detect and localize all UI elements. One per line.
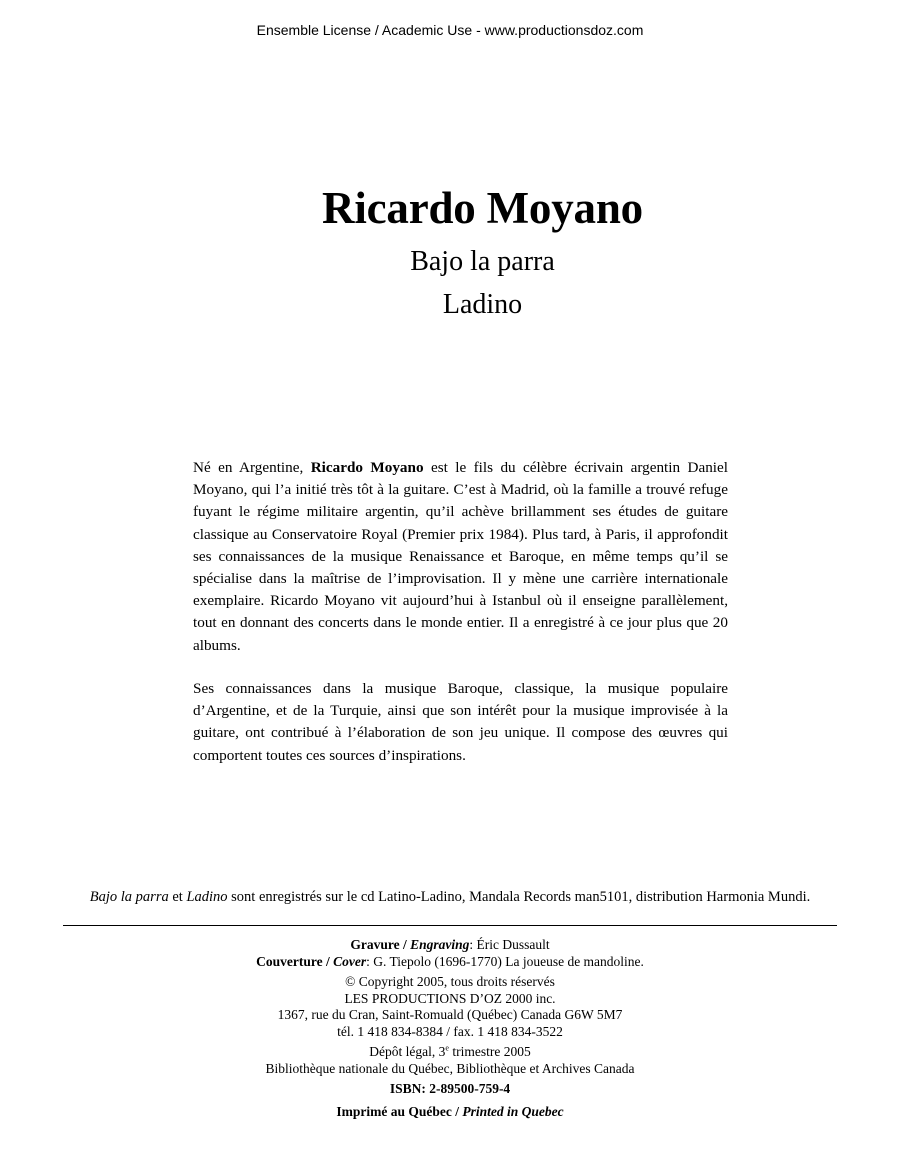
isbn: ISBN: 2-89500-759-4 bbox=[389, 1081, 511, 1096]
legal-deposit bbox=[0, 1044, 900, 1061]
publisher-address: 1367, rue du Cran, Saint-Romuald (Québec) Canada G6W 5M7 bbox=[277, 1007, 623, 1022]
engraving-label-en: Engraving bbox=[410, 937, 470, 952]
printed-fr: Imprimé au Québec / bbox=[336, 1103, 463, 1119]
bio-body: est le fils du célèbre écrivain argentin Daniel Moyano, qui l’a initié très tôt à la guitare. C’est à Madrid, où la famille a trouvé refuge fuyant le régime militaire argentin, qu’il achève brillamment ses études de guitare classique au Conservatoire Royal (Premier prix 1984). Plus tard, à Paris, il approfondit ses connaissances de la musique Renaissance et Baroque, en même temps qu’il se spécialise dans la maîtrise de l’improvisation. Il y mène une carrière internationale exemplaire. Ricardo Moyano vit aujourd’hui à Istanbul où il enseigne parallèlement, tout en donnant des concerts dans le monde entier. Il a enregistré à ce jour plus que 20 albums. bbox=[193, 459, 728, 654]
composer-name: Ricardo Moyano bbox=[322, 183, 643, 233]
recording-note bbox=[0, 889, 900, 906]
biography-paragraph-1 bbox=[193, 457, 728, 657]
divider bbox=[63, 925, 837, 926]
legal-deposit-pre: Dépôt légal, 3 bbox=[369, 1044, 446, 1059]
printed-en: Printed in Quebec bbox=[462, 1103, 564, 1119]
legal-deposit-sup: e bbox=[445, 1043, 449, 1053]
recording-title-2: Ladino bbox=[186, 889, 228, 905]
cover-value: : G. Tiepolo (1696-1770) La joueuse de mandoline. bbox=[366, 953, 644, 969]
credits-block bbox=[0, 937, 900, 1120]
publisher-phone: tél. 1 418 834-8384 / fax. 1 418 834-3522 bbox=[337, 1023, 563, 1039]
printed-line bbox=[0, 1104, 900, 1121]
engraving-label-fr: Gravure / bbox=[350, 937, 411, 952]
license-header: Ensemble License / Academic Use - www.productionsdoz.com bbox=[256, 22, 644, 38]
cover-credit bbox=[0, 954, 900, 971]
legal-deposit-post: trimestre 2005 bbox=[448, 1044, 531, 1059]
copyright-line: © Copyright 2005, tous droits réservés bbox=[345, 974, 555, 989]
cover-label-fr: Couverture / bbox=[256, 953, 334, 969]
bio-intro: Né en Argentine, bbox=[193, 459, 311, 476]
cover-label-en: Cover bbox=[333, 953, 367, 969]
biography-paragraph-2: Ses connaissances dans la musique Baroque, classique, la musique populaire d’Argentine, et de la Turquie, ainsi que son intérêt pour la musique improvisée à la guitare, ont contribué à l’élaboration de son jeu unique. Il compose des œuvres qui comportent toutes ces sources d’inspirations. bbox=[193, 680, 728, 764]
engraving-credit bbox=[0, 937, 900, 954]
libraries-line: Bibliothèque nationale du Québec, Bibliothèque et Archives Canada bbox=[265, 1060, 635, 1076]
piece-title-1: Bajo la parra bbox=[410, 246, 555, 277]
bio-composer-name: Ricardo Moyano bbox=[310, 459, 424, 476]
piece-title-2: Ladino bbox=[442, 289, 523, 320]
recording-connector: et bbox=[168, 889, 187, 905]
recording-title-1: Bajo la parra bbox=[89, 889, 169, 905]
recording-text: sont enregistrés sur le cd Latino-Ladino, Mandala Records man5101, distribution Harmonia Mundi. bbox=[227, 889, 811, 905]
engraving-value: : Éric Dussault bbox=[469, 937, 550, 952]
publisher-name: LES PRODUCTIONS D’OZ 2000 inc. bbox=[344, 990, 556, 1006]
